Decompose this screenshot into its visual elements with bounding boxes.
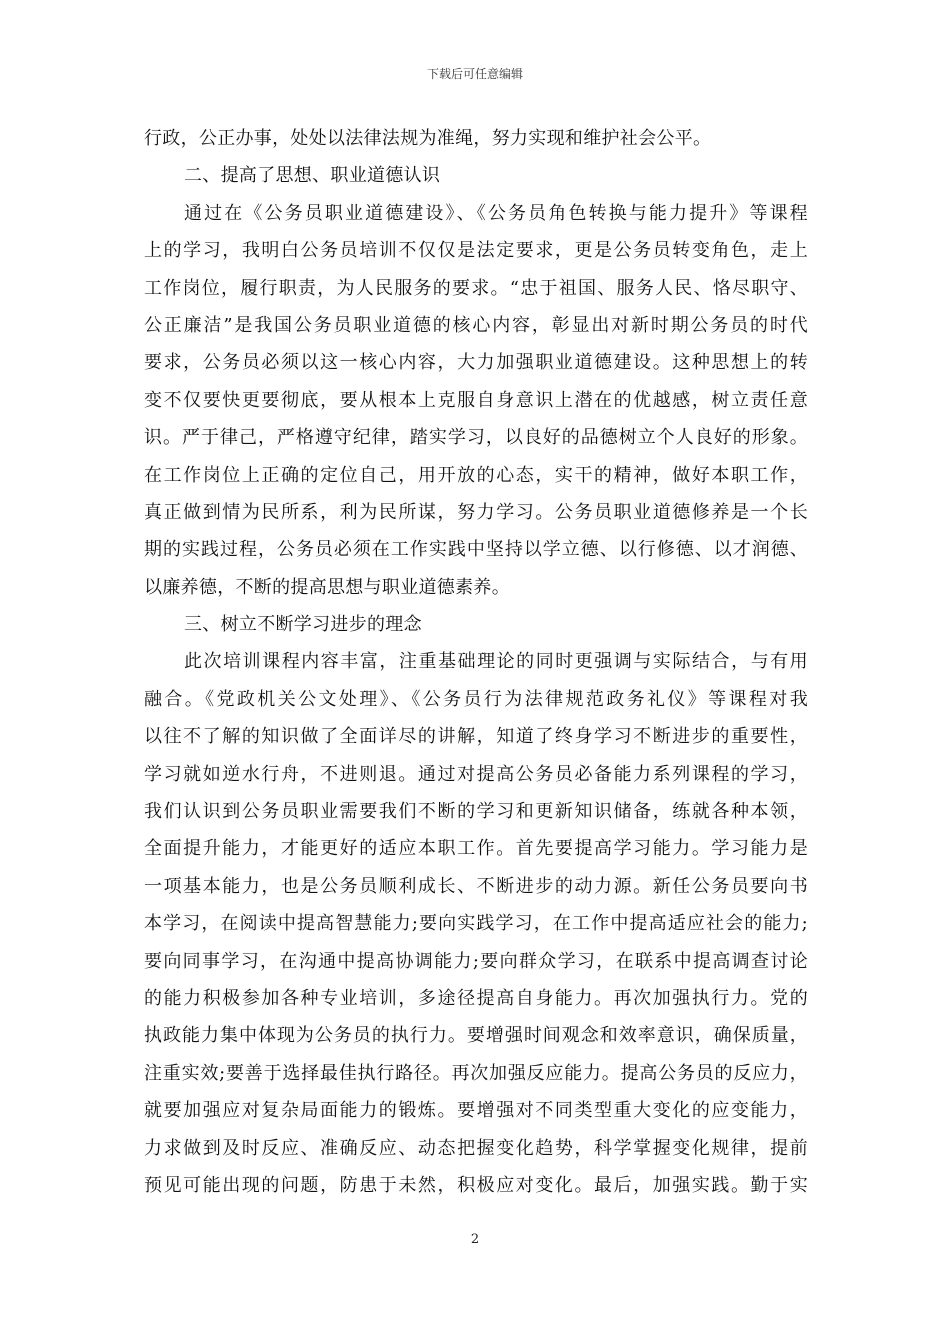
text-line: 通过在《公务员职业道德建设》、《公务员角色转换与能力提升》等课程 <box>184 202 808 224</box>
text-line: 要向同事学习，在沟通中提高协调能力;要向群众学习，在联系中提高调查讨论 <box>144 950 808 972</box>
text-line: 识。严于律己，严格遵守纪律，踏实学习，以良好的品德树立个人良好的形象。 <box>144 427 808 449</box>
page-header: 下载后可任意编辑 <box>426 67 523 81</box>
text-line: 此次培训课程内容丰富，注重基础理论的同时更强调与实际结合，与有用 <box>184 651 808 673</box>
text-line: 融合。《党政机关公文处理》、《公务员行为法律规范政务礼仪》等课程对我 <box>144 688 808 710</box>
text-line: 执政能力集中体现为公务员的执行力。要增强时间观念和效率意识，确保质量， <box>144 1025 808 1047</box>
text-line: 一项基本能力，也是公务员顺利成长、不断进步的动力源。新任公务员要向书 <box>144 875 808 897</box>
document-body <box>144 120 808 1204</box>
text-line: 变不仅要快更要彻底，要从根本上克服自身意识上潜在的优越感，树立责任意 <box>144 389 808 411</box>
text-line: 全面提升能力，才能更好的适应本职工作。首先要提高学习能力。学习能力是 <box>144 838 808 860</box>
text-line: 期的实践过程，公务员必须在工作实践中坚持以学立德、以行修德、以才润德、 <box>144 539 808 561</box>
text-line: 在工作岗位上正确的定位自己，用开放的心态，实干的精神，做好本职工作， <box>144 464 808 486</box>
text-line: 力求做到及时反应、准确反应、动态把握变化趋势，科学掌握变化规律，提前 <box>144 1137 808 1159</box>
text-line: 以往不了解的知识做了全面详尽的讲解，知道了终身学习不断进步的重要性， <box>144 726 808 748</box>
text-line: 就要加强应对复杂局面能力的锻炼。要增强对不同类型重大变化的应变能力， <box>144 1100 808 1122</box>
text-line: 注重实效;要善于选择最佳执行路径。再次加强反应能力。提高公务员的反应力， <box>144 1062 808 1084</box>
text-line: 本学习，在阅读中提高智慧能力;要向实践学习，在工作中提高适应社会的能力; <box>144 913 808 935</box>
text-line: 学习就如逆水行舟，不进则退。通过对提高公务员必备能力系列课程的学习， <box>144 763 808 785</box>
section-heading: 二、提高了思想、职业道德认识 <box>184 165 441 187</box>
section-heading: 三、树立不断学习进步的理念 <box>184 614 422 636</box>
text-line: 行政，公正办事，处处以法律法规为准绳，努力实现和维护社会公平。 <box>144 128 712 149</box>
text-line: 以廉养德，不断的提高思想与职业道德素养。 <box>144 576 510 598</box>
text-line: 的能力积极参加各种专业培训，多途径提高自身能力。再次加强执行力。党的 <box>144 987 808 1009</box>
text-line: 要求，公务员必须以这一核心内容，大力加强职业道德建设。这种思想上的转 <box>144 352 808 374</box>
text-line: 工作岗位，履行职责，为人民服务的要求。“忠于祖国、服务人民、恪尽职守、 <box>144 277 808 299</box>
text-line: 公正廉洁”是我国公务员职业道德的核心内容，彰显出对新时期公务员的时代 <box>144 314 808 336</box>
page-number: 2 <box>470 1232 480 1247</box>
text-line: 我们认识到公务员职业需要我们不断的学习和更新知识储备，练就各种本领， <box>144 801 808 823</box>
text-line: 上的学习，我明白公务员培训不仅仅是法定要求，更是公务员转变角色，走上 <box>144 240 808 262</box>
text-line: 预见可能出现的问题，防患于未然，积极应对变化。最后，加强实践。勤于实 <box>144 1174 808 1196</box>
text-line: 真正做到情为民所系，利为民所谋，努力学习。公务员职业道德修养是一个长 <box>144 501 808 523</box>
